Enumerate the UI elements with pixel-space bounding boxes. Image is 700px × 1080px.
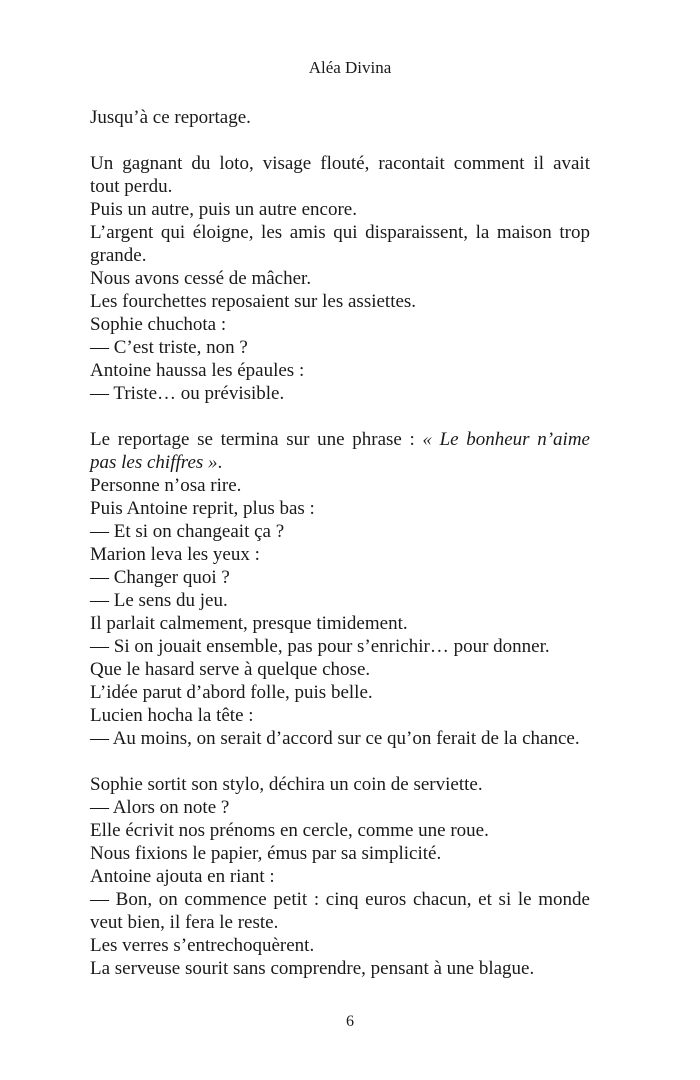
line-text: Sophie sortit son stylo, déchira un coin de serviette. xyxy=(90,774,483,795)
text-line xyxy=(90,359,590,382)
text-line xyxy=(90,244,590,267)
line-text: — Si on jouait ensemble, pas pour s’enrichir… pour donner. xyxy=(90,636,550,657)
paragraph xyxy=(90,428,590,750)
line-text: Marion leva les yeux : xyxy=(90,544,260,565)
line-text: — Alors on note ? xyxy=(90,797,230,818)
line-text: Que le hasard serve à quelque chose. xyxy=(90,659,371,680)
italic-quote: pas les chiffres » xyxy=(90,452,218,473)
text-line xyxy=(90,267,590,290)
text-line xyxy=(90,727,590,750)
text-line xyxy=(90,382,590,405)
line-text: — C’est triste, non ? xyxy=(90,337,248,358)
paragraph xyxy=(90,152,590,405)
body-text xyxy=(90,106,590,1003)
line-text: — Le sens du jeu. xyxy=(90,590,228,611)
text-line xyxy=(90,842,590,865)
running-header: Aléa Divina xyxy=(308,58,392,77)
text-line xyxy=(90,290,590,313)
text-line xyxy=(90,313,590,336)
text-line xyxy=(90,152,590,175)
line-text: grande. xyxy=(90,245,147,266)
line-text: Puis Antoine reprit, plus bas : xyxy=(90,498,315,519)
line-text: Nous fixions le papier, émus par sa simplicité. xyxy=(90,843,442,864)
text-line xyxy=(90,635,590,658)
text-line xyxy=(90,612,590,635)
paragraph xyxy=(90,106,590,129)
text-line xyxy=(90,451,590,474)
line-text: Lucien hocha la tête : xyxy=(90,705,254,726)
line-text: veut bien, il fera le reste. xyxy=(90,912,279,933)
text-line xyxy=(90,796,590,819)
line-text: Puis un autre, puis un autre encore. xyxy=(90,199,357,220)
text-line xyxy=(90,106,590,129)
line-text: L’idée parut d’abord folle, puis belle. xyxy=(90,682,373,703)
text-line xyxy=(90,704,590,727)
line-text: Le reportage se termina sur une phrase : xyxy=(90,429,423,450)
line-text: Elle écrivit nos prénoms en cercle, comme une roue. xyxy=(90,820,489,841)
line-text: Les fourchettes reposaient sur les assiettes. xyxy=(90,291,417,312)
text-line xyxy=(90,198,590,221)
line-text: Sophie chuchota : xyxy=(90,314,227,335)
text-line xyxy=(90,658,590,681)
line-text: tout perdu. xyxy=(90,176,173,197)
text-line xyxy=(90,934,590,957)
text-line xyxy=(90,911,590,934)
text-line xyxy=(90,543,590,566)
text-line xyxy=(90,888,590,911)
text-line xyxy=(90,865,590,888)
page-number: 6 xyxy=(346,1013,354,1030)
text-line xyxy=(90,474,590,497)
line-text: Antoine haussa les épaules : xyxy=(90,360,305,381)
italic-quote: « Le bonheur n’aime xyxy=(422,429,590,450)
text-line xyxy=(90,428,590,451)
paragraph xyxy=(90,773,590,980)
line-tail: . xyxy=(217,452,223,473)
text-line xyxy=(90,221,590,244)
line-text: L’argent qui éloigne, les amis qui disparaissent, la maison trop xyxy=(90,222,590,243)
text-line xyxy=(90,520,590,543)
text-line xyxy=(90,773,590,796)
text-line xyxy=(90,497,590,520)
line-text: La serveuse sourit sans comprendre, pensant à une blague. xyxy=(90,958,535,979)
line-text: — Changer quoi ? xyxy=(90,567,230,588)
text-line xyxy=(90,819,590,842)
line-text: Un gagnant du loto, visage flouté, racontait comment il avait xyxy=(90,153,590,174)
line-text: Il parlait calmement, presque timidement. xyxy=(90,613,408,634)
line-text: — Et si on changeait ça ? xyxy=(90,521,285,542)
text-line xyxy=(90,589,590,612)
line-text: — Bon, on commence petit : cinq euros chacun, et si le monde xyxy=(90,889,590,910)
line-text: — Triste… ou prévisible. xyxy=(90,383,285,404)
line-text: Personne n’osa rire. xyxy=(90,475,242,496)
line-text: Jusqu’à ce reportage. xyxy=(90,107,251,128)
text-line xyxy=(90,336,590,359)
line-text: Antoine ajouta en riant : xyxy=(90,866,275,887)
line-text: Les verres s’entrechoquèrent. xyxy=(90,935,315,956)
text-line xyxy=(90,566,590,589)
text-line xyxy=(90,175,590,198)
text-line xyxy=(90,681,590,704)
line-text: Nous avons cessé de mâcher. xyxy=(90,268,312,289)
line-text: — Au moins, on serait d’accord sur ce qu’on ferait de la chance. xyxy=(90,728,580,749)
text-line xyxy=(90,957,590,980)
